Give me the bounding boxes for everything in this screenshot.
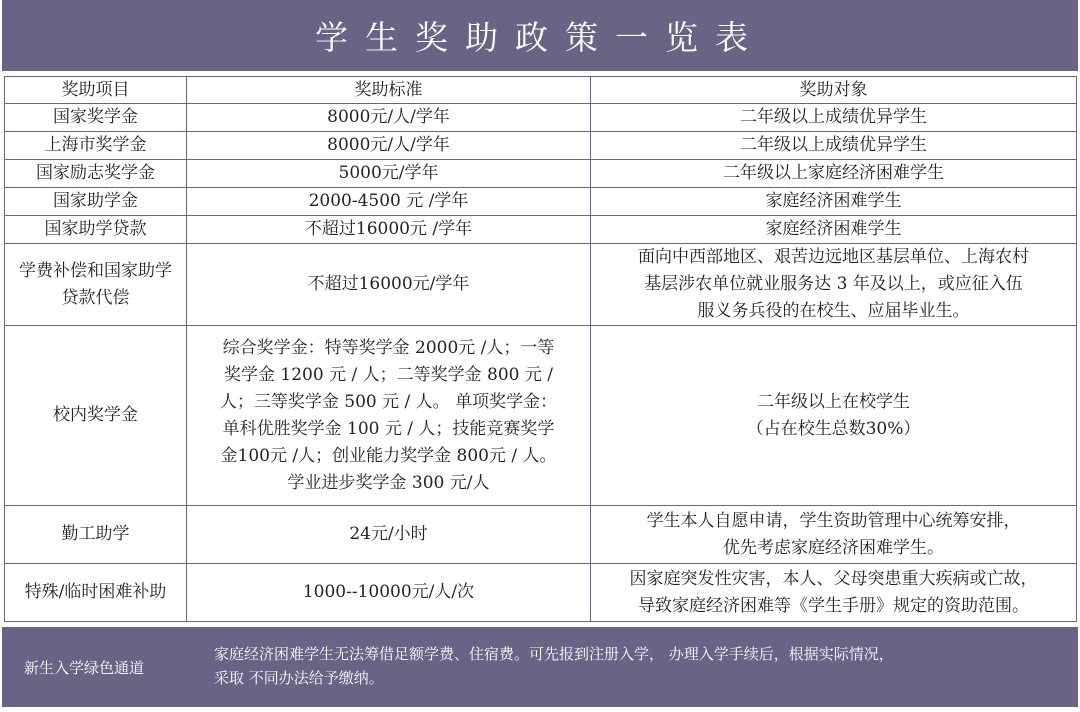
- policy-table: [4, 76, 1077, 622]
- table-row: [5, 104, 1077, 132]
- row-target: 二年级以上家庭经济困难学生: [591, 160, 1077, 188]
- row-name: 勤工助学: [5, 506, 187, 564]
- row-standard: 24元/小时: [187, 506, 591, 564]
- page-title-banner: [2, 0, 1078, 71]
- green-channel-title: 新生入学绿色通道: [24, 659, 145, 677]
- table-row: [5, 188, 1077, 216]
- header-item: 奖助项目: [5, 77, 187, 104]
- row-name: 学费补偿和国家助学 贷款代偿: [5, 244, 187, 326]
- table-header-row: [5, 77, 1077, 104]
- table-row: [5, 216, 1077, 244]
- row-name: 特殊/临时困难补助: [5, 564, 187, 622]
- row-standard: 综合奖学金：特等奖学金 2000元 /人；一等 奖学金 1200 元 / 人；二等奖学金 800 元 / 人；三等奖学金 500 元 / 人。 单项奖学金： 单科优胜奖学金 100 元 / 人；技能竞赛奖学 金100元 /人；创业能力奖学金 800元 / 人。 学业进步奖学金 300 元/人: [187, 326, 591, 506]
- row-standard: 2000-4500 元 /学年: [187, 188, 591, 216]
- row-name: 上海市奖学金: [5, 132, 187, 160]
- green-channel-banner: [2, 627, 1078, 707]
- table-row: [5, 564, 1077, 622]
- row-target: 家庭经济困难学生: [591, 188, 1077, 216]
- row-target: 二年级以上成绩优异学生: [591, 132, 1077, 160]
- table-row: [5, 160, 1077, 188]
- row-target: 二年级以上成绩优异学生: [591, 104, 1077, 132]
- row-target: 面向中西部地区、艰苦边远地区基层单位、上海农村 基层涉农单位就业服务达 3 年及以上，或应征入伍 服义务兵役的在校生、应届毕业生。: [591, 244, 1077, 326]
- row-standard: 8000元/人/学年: [187, 132, 591, 160]
- table-row: [5, 132, 1077, 160]
- green-channel-text: 家庭经济困难学生无法筹借足额学费、住宿费。可先报到注册入学， 办理入学手续后，根据实际情况， 采取 不同办法给予缴纳。: [214, 645, 894, 687]
- row-target: 二年级以上在校学生 （占在校生总数30%）: [591, 326, 1077, 506]
- row-name: 国家助学金: [5, 188, 187, 216]
- header-target: 奖助对象: [591, 77, 1077, 104]
- row-name: 国家助学贷款: [5, 216, 187, 244]
- row-standard: 5000元/学年: [187, 160, 591, 188]
- row-standard: 1000--10000元/人/次: [187, 564, 591, 622]
- table-row: [5, 326, 1077, 506]
- row-standard: 不超过16000元 /学年: [187, 216, 591, 244]
- header-standard: 奖助标准: [187, 77, 591, 104]
- row-name: 国家励志奖学金: [5, 160, 187, 188]
- row-target: 学生本人自愿申请，学生资助管理中心统筹安排， 优先考虑家庭经济困难学生。: [591, 506, 1077, 564]
- row-name: 校内奖学金: [5, 326, 187, 506]
- row-standard: 8000元/人/学年: [187, 104, 591, 132]
- table-row: [5, 244, 1077, 326]
- row-target: 家庭经济困难学生: [591, 216, 1077, 244]
- table-row: [5, 506, 1077, 564]
- row-target: 因家庭突发性灾害，本人、父母突患重大疾病或亡故， 导致家庭经济困难等《学生手册》规定的资助范围。: [591, 564, 1077, 622]
- page-title: 学生奖助政策一览表: [315, 18, 765, 57]
- row-standard: 不超过16000元/学年: [187, 244, 591, 326]
- row-name: 国家奖学金: [5, 104, 187, 132]
